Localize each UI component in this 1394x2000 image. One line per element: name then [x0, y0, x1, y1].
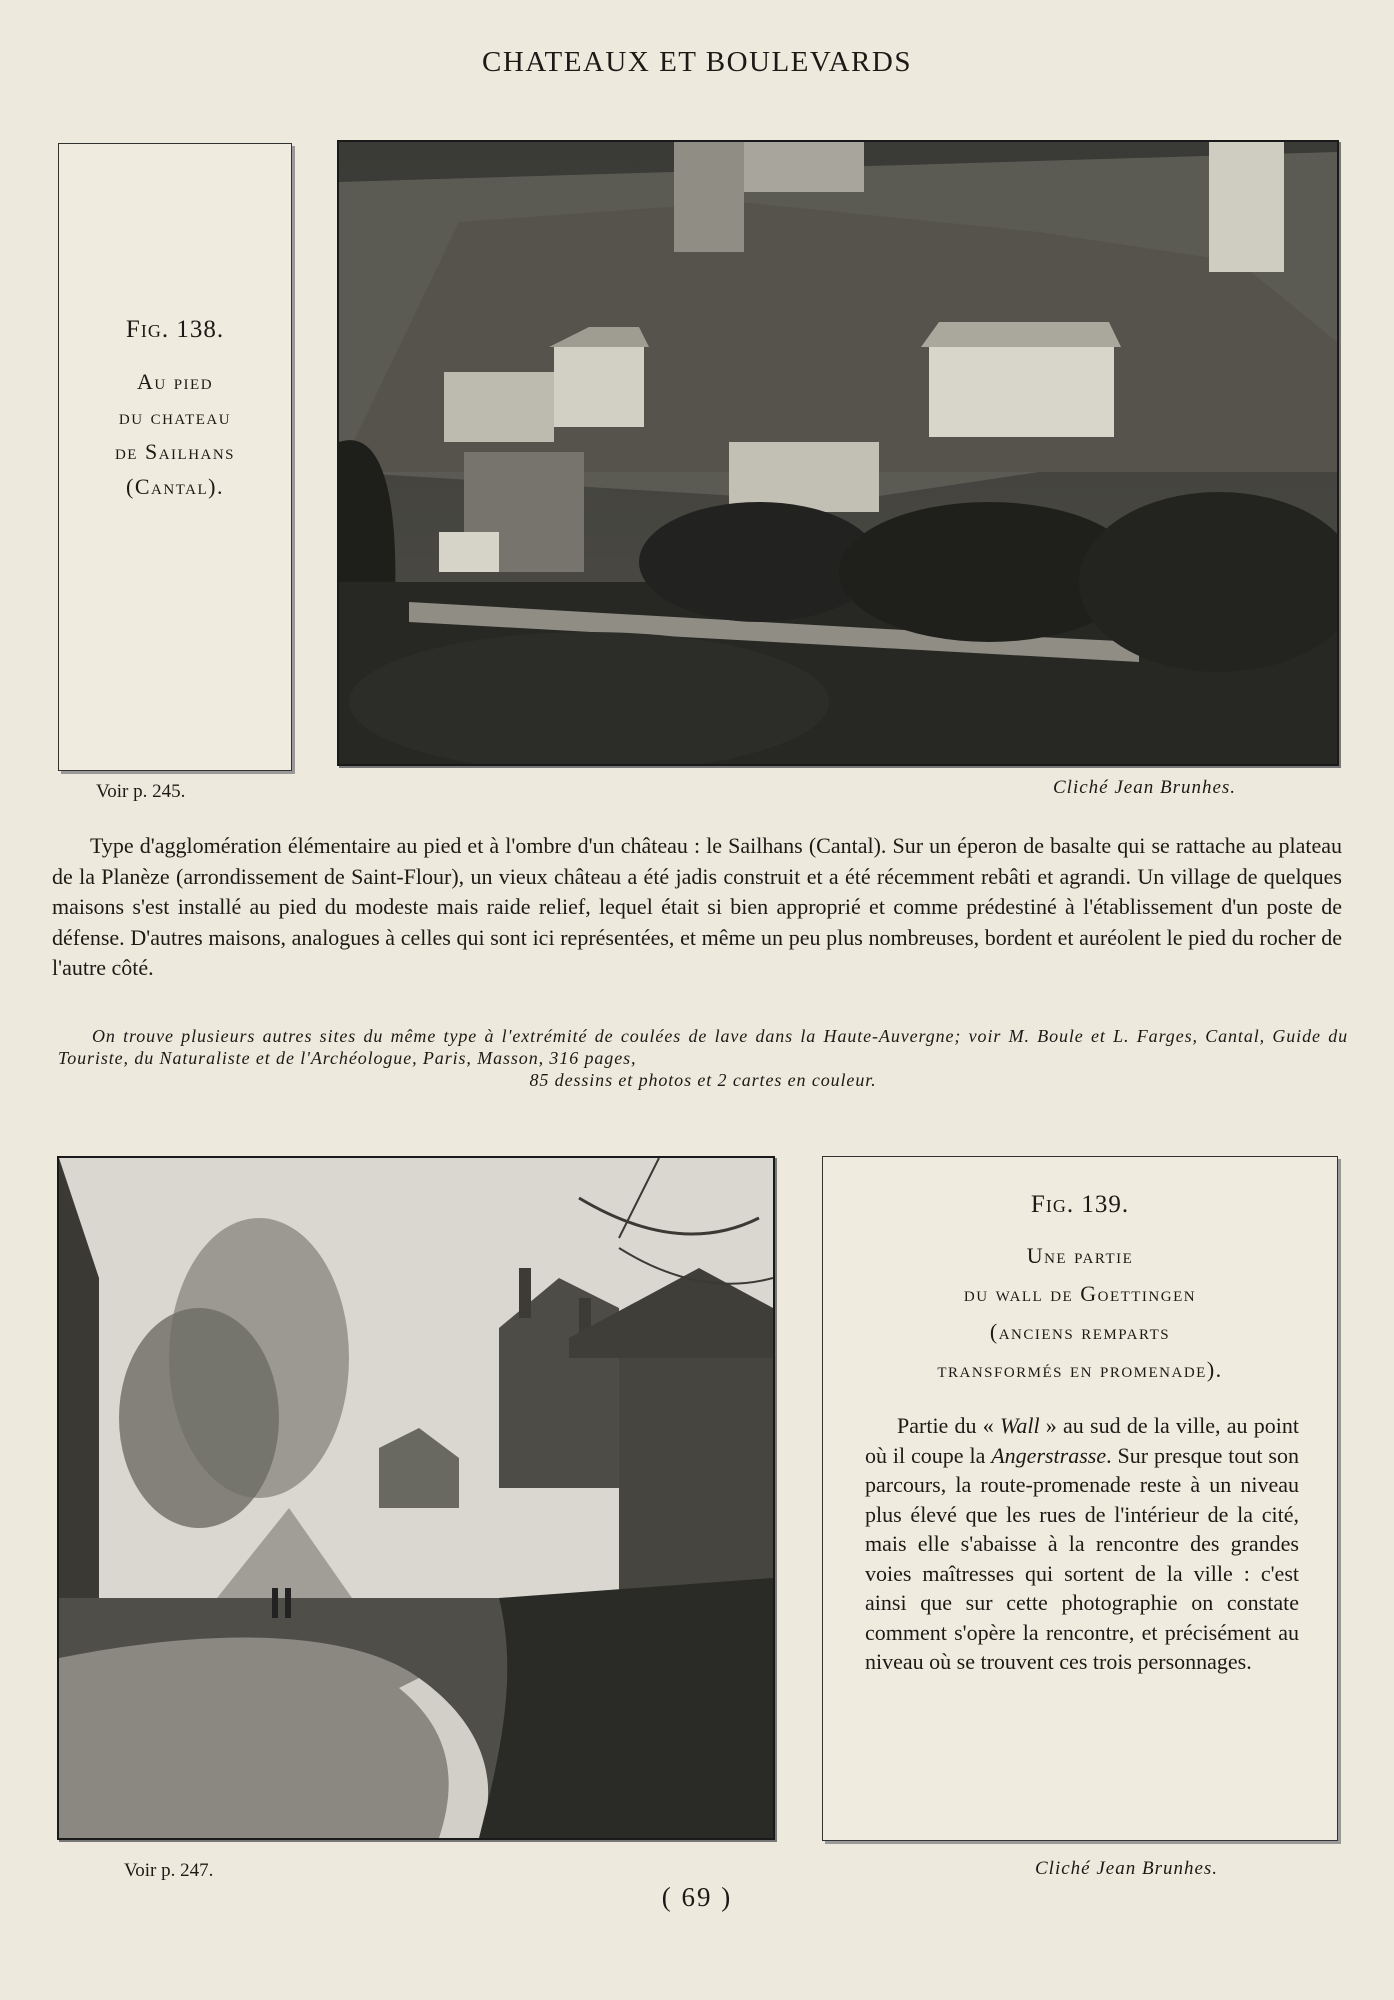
- figure-138-photo: [337, 140, 1339, 766]
- figure-139-see-page: Voir p. 247.: [124, 1860, 214, 1881]
- caption-line: Au pied: [136, 369, 214, 394]
- street-name: Angerstrasse: [991, 1442, 1107, 1468]
- figure-138-caption: [59, 364, 291, 504]
- caption-line: (Cantal).: [126, 474, 224, 499]
- page-title: CHATEAUX ET BOULEVARDS: [482, 46, 912, 78]
- figure-138-credit: Cliché Jean Brunhes.: [1053, 777, 1237, 798]
- promenade-photo-illustration: [59, 1158, 773, 1838]
- caption-line: du chateau: [118, 404, 232, 429]
- description-paragraph: Type d'agglomération élémentaire au pied et à l'ombre d'un château : le Sailhans (Cantal). Sur un éperon de basalte qui se rattache au plateau de la Planèze (arrondissement de Saint-Flour), un vieux château a été jadis construit et a été récemment rebâti et agrandi. Un village de quelques maisons s'est installé au pied du modeste mais raide relief, lequel était si bien approprié et comme prédestiné à l'établissement d'un poste de défense. D'autres maisons, analogues à celles qui sont ici représentées, et même un peu plus nombreuses, bordent et auréolent le pied du rocher de l'autre côté.: [52, 833, 1342, 980]
- figure-139-body: [823, 1411, 1337, 1677]
- caption-line: de Sailhans: [114, 439, 236, 464]
- village-photo-illustration: [339, 142, 1337, 764]
- page-number: ( 69 ): [661, 1882, 733, 1912]
- caption-line: Une partie: [1026, 1243, 1134, 1268]
- body-text: » au sud de la ville, au point où il coupe la: [865, 1413, 1299, 1468]
- figure-138-number: Fig. 138.: [125, 316, 225, 343]
- figure-139-caption-box: [822, 1156, 1338, 1841]
- body-text: Partie du «: [897, 1413, 1001, 1438]
- figure-139-credit: Cliché Jean Brunhes.: [1035, 1858, 1219, 1879]
- figure-139-photo: [57, 1156, 775, 1840]
- reference-text: On trouve plusieurs autres sites du même type à l'extrémité de coulées de lave dans la Haute-Auvergne; voir M. Boule et L. Farges, Cantal, Guide du Touriste, du Naturaliste et de l'Archéologue, Paris, Masson, 316 pages,: [58, 1026, 1348, 1068]
- caption-line: du wall de Goettingen: [963, 1281, 1197, 1306]
- caption-line: (anciens remparts: [989, 1319, 1171, 1344]
- figure-138-caption-box: [58, 143, 292, 771]
- caption-line: transformés en promenade).: [937, 1357, 1223, 1382]
- reference-last-line: 85 dessins et photos et 2 cartes en couleur.: [529, 1070, 877, 1090]
- figure-139-caption: [823, 1237, 1337, 1389]
- figure-139-number: Fig. 139.: [1030, 1191, 1130, 1218]
- figure-138-description: [52, 831, 1342, 984]
- wall-term: Wall: [1000, 1413, 1040, 1438]
- figure-138-reference: [58, 1025, 1348, 1091]
- figure-138-see-page: Voir p. 245.: [96, 781, 186, 802]
- body-text: . Sur presque tout son parcours, la route-promenade reste à un niveau plus élevé que les rues de l'intérieur de la cité, mais elle s'abaisse à la rencontre des grandes voies maîtresses qui sortent de la ville : c'est ainsi que sur cette photographie on constate comment s'opère la rencontre, et précisément au niveau où se trouvent ces trois personnages.: [865, 1442, 1299, 1674]
